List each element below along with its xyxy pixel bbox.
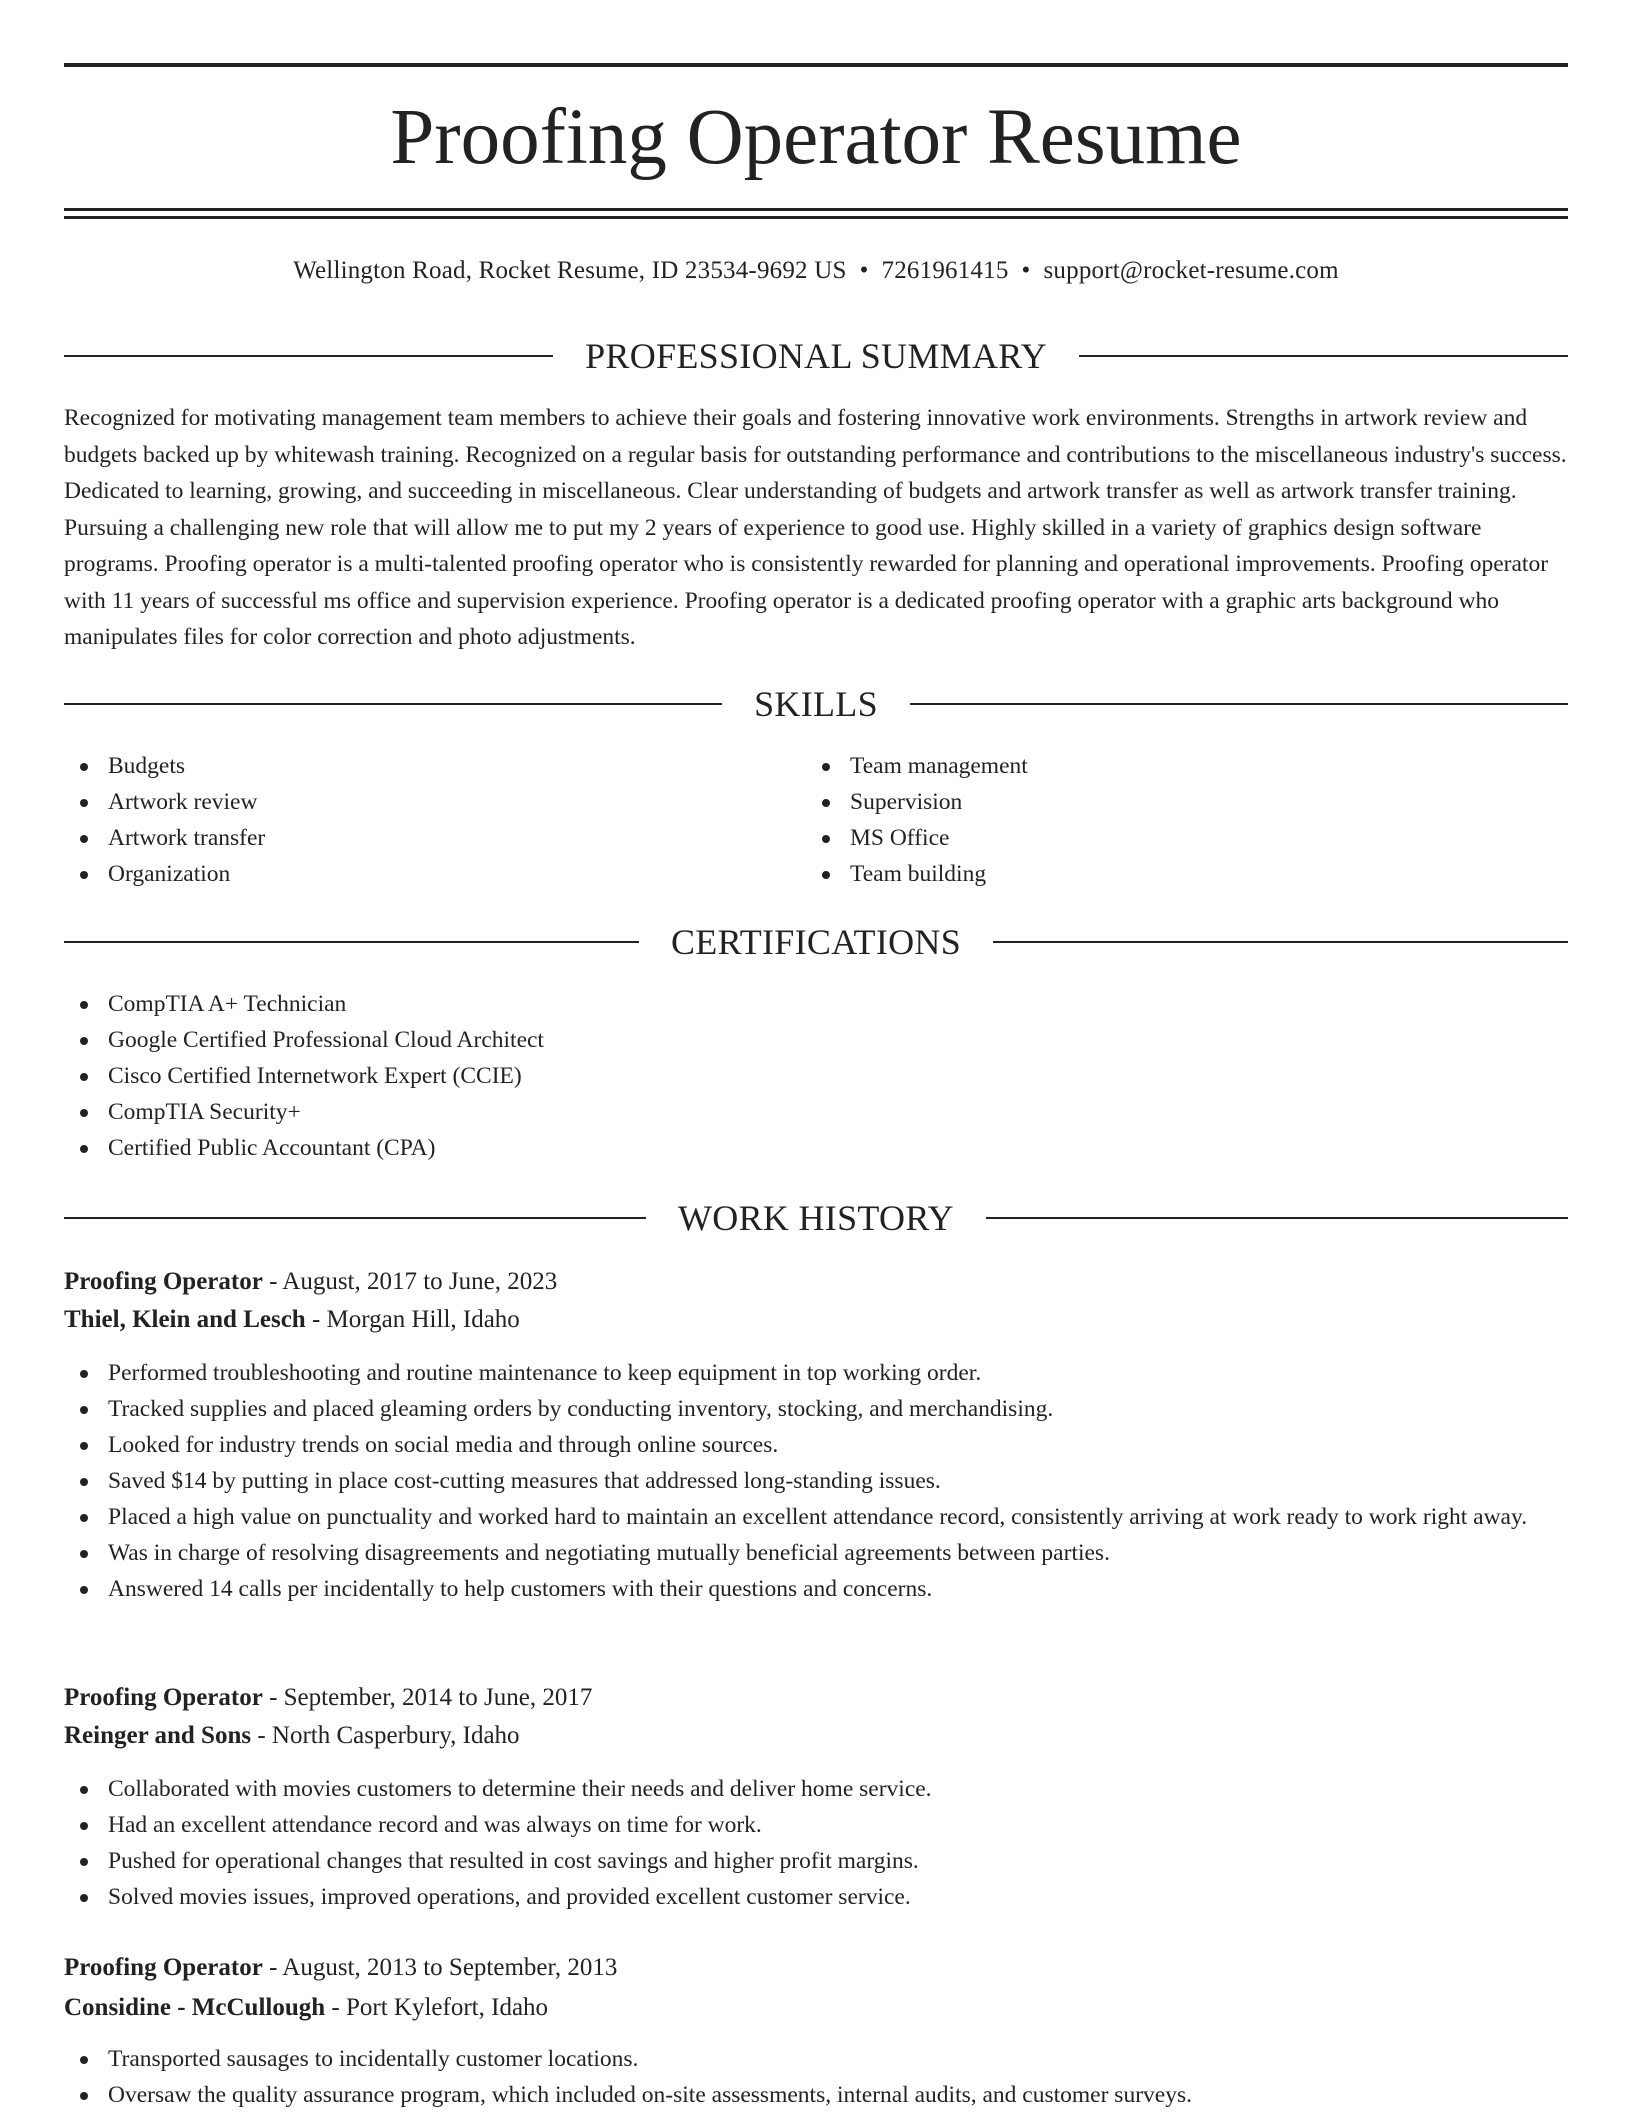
- heading-rule: [1079, 355, 1568, 357]
- job-bullet: Pushed for operational changes that resulted in cost savings and higher profit margins.: [64, 1843, 1568, 1879]
- certification-item: CompTIA Security+: [64, 1094, 1568, 1130]
- section-heading-skills: [64, 684, 1568, 724]
- job-company: Considine - McCullough: [64, 1994, 326, 2021]
- job-bullets: [64, 2041, 1568, 2113]
- job-bullets: [64, 1355, 1568, 1607]
- heading-rule: [64, 355, 553, 357]
- skill-item: Team management: [806, 748, 1566, 784]
- certifications-list: [64, 986, 1568, 1166]
- heading-rule: [64, 703, 722, 705]
- job-company-line: [64, 1300, 1568, 1339]
- job-bullet: Tracked supplies and placed gleaming orders by conducting inventory, stocking, and merchandising.: [64, 1391, 1568, 1427]
- job-bullets: [64, 1771, 1568, 1915]
- section-heading-certifications: [64, 922, 1568, 962]
- job-location: - North Casperbury, Idaho: [251, 1722, 520, 1749]
- page-title: Proofing Operator Resume: [390, 94, 1242, 181]
- job-dates: - September, 2014 to June, 2017: [262, 1684, 593, 1711]
- job-dates: - August, 2017 to June, 2023: [262, 1268, 558, 1295]
- skill-item: Artwork review: [64, 784, 804, 820]
- contact-address: Wellington Road, Rocket Resume, ID 23534-9692 US: [293, 257, 847, 284]
- job-company: Thiel, Klein and Lesch: [64, 1306, 306, 1333]
- certification-item: CompTIA A+ Technician: [64, 986, 1568, 1022]
- job-dates: - August, 2013 to September, 2013: [262, 1954, 618, 1981]
- section-title: WORK HISTORY: [678, 1198, 954, 1238]
- job-bullet: Answered 14 calls per incidentally to help customers with their questions and concerns.: [64, 1571, 1568, 1607]
- certification-item: Google Certified Professional Cloud Architect: [64, 1022, 1568, 1058]
- job-company-line: [64, 1716, 1568, 1755]
- job-bullet: Oversaw the quality assurance program, which included on-site assessments, internal audits, and customer surveys.: [64, 2077, 1568, 2113]
- job-bullet: Performed troubleshooting and routine maintenance to keep equipment in top working order.: [64, 1355, 1568, 1391]
- job-bullet: Was in charge of resolving disagreements and negotiating mutually beneficial agreements between parties.: [64, 1535, 1568, 1571]
- contact-separator: •: [1021, 257, 1031, 284]
- section-title: PROFESSIONAL SUMMARY: [585, 336, 1047, 376]
- job-title: Proofing Operator: [64, 1684, 263, 1711]
- job-title: Proofing Operator: [64, 1954, 263, 1981]
- heading-rule: [986, 1217, 1568, 1219]
- skills-list-left: [64, 748, 804, 892]
- summary-text: Recognized for motivating management team members to achieve their goals and fostering innovative work environments. Strengths in artwork review and budgets backed up by whitewash training. Recognized on a regular basis for outstanding performance and contributions to the miscellaneous industry's success. Dedicated to learning, growing, and succeeding in miscellaneous. Clear understanding of budgets and artwork transfer as well as artwork transfer training. Pursuing a challenging new role that will allow me to put my 2 years of experience to good use. Highly skilled in a variety of graphics design software programs. Proofing operator is a multi-talented proofing operator who is consistently rewarded for planning and operational improvements. Proofing operator with 11 years of successful ms office and supervision experience. Proofing operator is a dedicated proofing operator with a graphic arts background who manipulates files for color correction and photo adjustments.: [64, 405, 1567, 650]
- skill-item: Artwork transfer: [64, 820, 804, 856]
- certification-item: Certified Public Accountant (CPA): [64, 1130, 1568, 1166]
- job-title-line: [64, 1262, 1568, 1301]
- section-title: SKILLS: [754, 684, 878, 724]
- heading-rule: [64, 941, 639, 943]
- skills-list-right: [806, 748, 1566, 892]
- section-heading-work-history: [64, 1198, 1568, 1238]
- title-rule-lower: [64, 216, 1568, 219]
- heading-rule: [910, 703, 1568, 705]
- job-company-line: [64, 1988, 1568, 2027]
- contact-phone: 7261961415: [881, 257, 1009, 284]
- job-title-line: [64, 1948, 1568, 1987]
- certification-item: Cisco Certified Internetwork Expert (CCIE): [64, 1058, 1568, 1094]
- job-bullet: Solved movies issues, improved operations, and provided excellent customer service.: [64, 1879, 1568, 1915]
- job-bullet: Placed a high value on punctuality and worked hard to maintain an excellent attendance record, consistently arriving at work ready to work right away.: [64, 1499, 1568, 1535]
- title-rule-upper: [64, 208, 1568, 211]
- job-bullet: Saved $14 by putting in place cost-cutting measures that addressed long-standing issues.: [64, 1463, 1568, 1499]
- job-bullet: Looked for industry trends on social media and through online sources.: [64, 1427, 1568, 1463]
- skill-item: Team building: [806, 856, 1566, 892]
- section-heading-summary: [64, 336, 1568, 376]
- job-location: - Port Kylefort, Idaho: [325, 1994, 549, 2021]
- job-bullet: Transported sausages to incidentally customer locations.: [64, 2041, 1568, 2077]
- section-title: CERTIFICATIONS: [670, 922, 962, 962]
- job-location: - Morgan Hill, Idaho: [305, 1306, 520, 1333]
- job-title-line: [64, 1678, 1568, 1717]
- job-bullet: Had an excellent attendance record and was always on time for work.: [64, 1807, 1568, 1843]
- skill-item: Supervision: [806, 784, 1566, 820]
- job-company: Reinger and Sons: [64, 1722, 252, 1749]
- top-rule: [64, 63, 1568, 67]
- contact-email: support@rocket-resume.com: [1043, 257, 1339, 284]
- heading-rule: [64, 1217, 646, 1219]
- heading-rule: [993, 941, 1568, 943]
- job-title: Proofing Operator: [64, 1268, 263, 1295]
- contact-separator: •: [859, 257, 869, 284]
- job-bullet: Collaborated with movies customers to determine their needs and deliver home service.: [64, 1771, 1568, 1807]
- skill-item: Organization: [64, 856, 804, 892]
- contact-line: [64, 255, 1568, 287]
- skill-item: MS Office: [806, 820, 1566, 856]
- skill-item: Budgets: [64, 748, 804, 784]
